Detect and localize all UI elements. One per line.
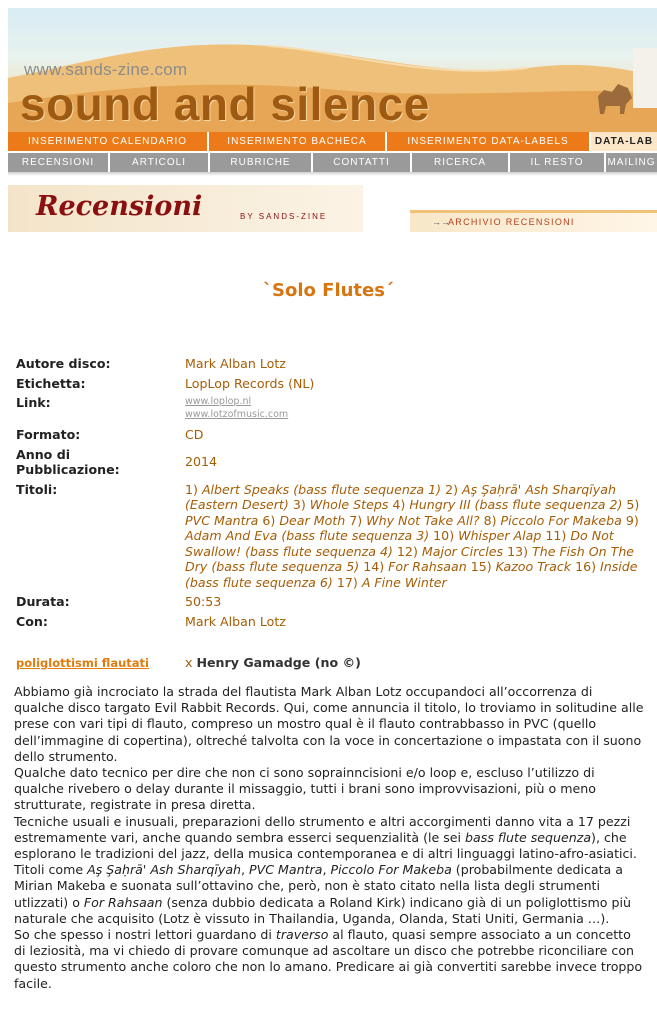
- review-paragraph: Qualche dato tecnico per dire che non ci sono soprainncisioni e/o loop e, escluso l’utilizzo di qualche rivebero o delay durante il missaggio, tutti i brani sono improvvisazioni, più o meno strutturate, registrate in presa diretta.: [14, 765, 596, 813]
- track-title: Dear Moth: [279, 512, 346, 528]
- track-title: Do Not Swallow! (bass flute sequenza 4): [185, 528, 614, 559]
- section-byline: BY SANDS-ZINE: [240, 212, 328, 221]
- album-info-table: [16, 356, 648, 629]
- track-title: Hungry III (bass flute sequenza 2): [409, 497, 623, 512]
- section-banner: [8, 185, 363, 232]
- track-title: Whisper Alap: [458, 528, 542, 543]
- info-row-tracks: [16, 478, 648, 591]
- track-item: [349, 513, 479, 528]
- track-number: 7): [349, 512, 367, 528]
- value-year: 2014: [185, 454, 218, 470]
- section-title: Recensioni: [36, 191, 203, 222]
- track-title: Why Not Take All?: [366, 512, 480, 528]
- track-item: [397, 544, 503, 559]
- track-item: [433, 528, 541, 543]
- archive-reviews-link[interactable]: [410, 210, 657, 232]
- review-paragraph: Abbiamo già incrociato la strada del flautista Mark Alban Lotz occupandoci all’occorrenza di qualche disco targato Evil Rabbit Records. Qui, come annuncia il titolo, lo troviamo in solitudine alle prese con vari tipi di flauto, compreso un mostro qual è il flauto contrabbasso in PVC (quello dell’immagine di copertina), oltreché talvolta con la voce in concertazione o impastata con il suono dello strumento.: [14, 684, 644, 764]
- track-number: 11): [545, 528, 571, 543]
- nav-il-resto[interactable]: IL RESTO: [510, 153, 606, 172]
- track-title: Whole Steps: [309, 497, 389, 512]
- track-title: PVC Mantra: [185, 512, 259, 528]
- nav-inserimento-bacheca[interactable]: INSERIMENTO BACHECA: [209, 132, 387, 151]
- track-number: 15): [470, 559, 496, 574]
- track-item: [363, 559, 467, 574]
- nav-inserimento-data-labels[interactable]: INSERIMENTO DATA-LABELS: [387, 132, 591, 151]
- track-item: [337, 575, 447, 590]
- review-body: [14, 684, 646, 992]
- label-author: Autore disco:: [16, 356, 111, 371]
- track-title: Inside (bass flute sequenza 6): [185, 559, 638, 590]
- track-number: 13): [507, 543, 533, 559]
- track-item: [392, 497, 622, 512]
- track-number: 1): [185, 481, 202, 497]
- label-duration: Durata:: [16, 594, 70, 609]
- nav-ricerca[interactable]: RICERCA: [412, 153, 510, 172]
- track-title: For Rahsaan: [388, 559, 467, 574]
- value-with: Mark Alban Lotz: [185, 613, 286, 629]
- label-tracks: Titoli:: [16, 481, 58, 497]
- main-nav: [8, 153, 657, 172]
- nav-articoli[interactable]: ARTICOLI: [110, 153, 210, 172]
- track-item: [293, 497, 389, 512]
- admin-nav: [8, 132, 657, 151]
- album-title: `Solo Flutes´: [263, 280, 394, 301]
- info-row-link: [16, 391, 648, 421]
- nav-data-labels[interactable]: DATA-LAB: [591, 132, 657, 151]
- label-year: Anno di Pubblicazione:: [16, 446, 120, 477]
- value-format: CD: [185, 427, 204, 442]
- info-row-year: [16, 443, 648, 478]
- track-title: Piccolo For Makeba: [500, 512, 622, 528]
- track-number: 16): [575, 559, 601, 574]
- nav-shadow: [8, 172, 657, 176]
- track-item: [185, 482, 441, 497]
- track-item: [262, 513, 345, 528]
- site-banner: [8, 8, 657, 132]
- info-row-format: [16, 421, 648, 443]
- track-number: 6): [262, 512, 280, 528]
- review-title-link[interactable]: poliglottismi flautati: [16, 656, 149, 670]
- track-number: 10): [433, 528, 459, 543]
- value-author: Mark Alban Lotz: [185, 356, 286, 371]
- track-number: 8): [483, 512, 501, 528]
- site-logo-title: sound and silence: [20, 78, 430, 130]
- track-number: 12): [396, 543, 422, 559]
- label-format: Formato:: [16, 427, 81, 442]
- link-loplop[interactable]: www.loplop.nl: [185, 396, 252, 407]
- site-url: www.sands-zine.com: [24, 60, 188, 79]
- track-number: 5): [626, 497, 640, 512]
- review-paragraph: So che spesso i nostri lettori guardano di traverso al flauto, quasi sempre associato a un concetto di leziosità, ma vi chiedo di provare comunque ad ascoltare un disco che potrebbe riconciliare con questo strumento anche coloro che non lo amano. Predicare ai già convertiti sarebbe invece troppo facile.: [14, 927, 643, 991]
- review-author: [185, 655, 361, 670]
- review-paragraph: Tecniche usuali e inusuali, preparazioni dello strumento e altri accorgimenti danno vita a 17 pezzi estremamente vari, anche quando sembra esserci sequenzialità (le sei bass flute sequenza), che esplorano le tradizioni del jazz, della musica contemporanea e di altri linguaggi latino-afro-asiatici. Titoli come Aş Şaḥrā' Ash Sharqīyah, PVC Mantra, Piccolo For Makeba (probabilmente dedicata a Mirian Makeba e suonata sull’ottavino che, però, non è stato citato nella lista degli strumenti utlizzati) o For Rahsaan (senza dubbio dedicata a Roland Kirk) indicano già di un poliglottismo più naturale che acquisito (Lotz è vissuto in Thailandia, Uganda, Olanda, Stati Uniti, Germania …).: [14, 813, 637, 926]
- review-author-prefix: x: [185, 655, 193, 670]
- nav-recensioni[interactable]: RECENSIONI: [8, 153, 110, 172]
- track-item: [471, 559, 571, 574]
- value-duration: 50:53: [185, 594, 222, 609]
- track-item: [484, 513, 622, 528]
- review-author-name: Henry Gamadge (no ©): [196, 655, 361, 670]
- track-number: 9): [625, 512, 639, 528]
- track-number: 2): [445, 481, 463, 497]
- track-number: 14): [363, 559, 389, 574]
- label-with: Con:: [16, 613, 48, 629]
- double-arrow-icon: →→: [432, 217, 450, 227]
- track-title: Kazoo Track: [495, 559, 572, 574]
- link-lotzofmusic[interactable]: www.lotzofmusic.com: [185, 409, 289, 420]
- info-row-label: [16, 372, 648, 392]
- info-row-author: [16, 356, 648, 372]
- track-title: Adam And Eva (bass flute sequenza 3): [185, 528, 430, 543]
- info-row-with: [16, 610, 648, 630]
- nav-rubriche[interactable]: RUBRICHE: [210, 153, 313, 172]
- track-title: Albert Speaks (bass flute sequenza 1): [201, 481, 442, 497]
- track-title: A Fine Winter: [361, 574, 447, 590]
- track-title: Major Circles: [421, 543, 504, 559]
- label-link: Link:: [16, 395, 51, 410]
- value-label: LopLop Records (NL): [185, 375, 315, 391]
- track-number: 4): [392, 497, 410, 512]
- track-number: 3): [292, 497, 310, 512]
- nav-inserimento-calendario[interactable]: INSERIMENTO CALENDARIO: [8, 132, 209, 151]
- nav-contatti[interactable]: CONTATTI: [313, 153, 412, 172]
- track-title: The Fish On The Dry (bass flute sequenza 5): [185, 543, 635, 574]
- info-row-duration: [16, 590, 648, 610]
- nav-mailing[interactable]: MAILING: [607, 157, 656, 168]
- track-number: 17): [336, 574, 362, 590]
- track-list: [185, 478, 648, 591]
- track-title: Aş Şaḥrā' Ash Sharqīyah (Eastern Desert): [185, 481, 616, 512]
- archive-reviews-label: ARCHIVIO RECENSIONI: [448, 217, 575, 227]
- label-label: Etichetta:: [16, 375, 86, 391]
